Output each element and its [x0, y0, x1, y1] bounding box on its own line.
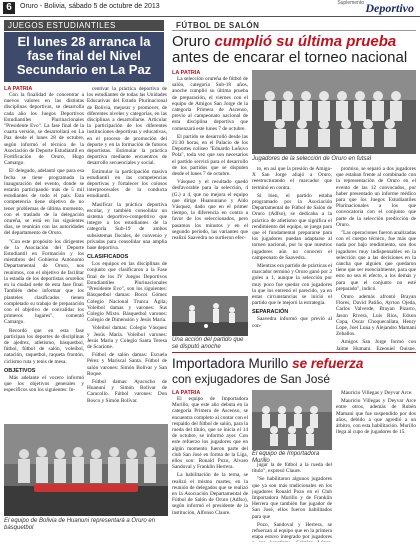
page-header — [0, 0, 420, 17]
paragraph: Mientras era partido de prácticas el marcador terminó y Oruro ganó por 2 goles a 1, aunque la selección por muy poco fue quedar con jugadores la que los entrenó el parecido, ya en estas circunstancias se inició el partido que le mejoró la estrategia. — [252, 263, 332, 307]
headline-part: antes de encarar el torneo nacional — [172, 49, 408, 66]
photo-importadora-team — [252, 390, 332, 450]
subhead-clasificados: CLASIFICADOS — [87, 254, 129, 261]
paragraph: centivar la práctica deportiva de los estudiantes de todas las Unidades Educativas del Estado Plurinacional de Bolivia, mejorar y promover, de diferentes niveles y categorías, en las disciplinas a desarrollarse. Articular la participación de los diferentes instituciones deportivas y educativas, en el proceso de promoción del deporte y en la formación de futuros deportistas. Estimular la práctica deportiva mediante encuentros de desarrollo secuenciales y social. — [87, 86, 167, 167]
paragraph: Oruro además afrontó Brayan Flores, David Patiño, Ayrton Ojeda, Carlos Valverde, Brayan Pizarro, Jason Rivera, Luis Ríos, Edson Copa, Oscar Choquecallata, Henry Lope, Joel Luna y Alejandro Mamani Zeballos. — [336, 294, 416, 338]
paragraph: Mauricio Villegas y Deyvar Arce. — [341, 390, 413, 396]
logo-deportivo: Deportivo — [365, 1, 414, 15]
headline-juegos: El lunes 28 arranca la fase final del Nivel Secundario en La Paz — [4, 32, 164, 82]
paragraph: El equipo de Importadora Murillo, que este año debuta en la categoría Primera de Ascenso, se encuentra completo al contar con el respaldo del fútbol de salón, para la rueda del título, que se inicia el 14 de octubre, se informó ayer. Con este refuerzo los jugadores que en algún momento fueron parte del club San José en forma de la Liga, ellos son: Ronald Pozo, Alvaro Sandoval y Franklin Herrera. — [172, 396, 248, 471]
photo-caption-match: Una acción del partido que se disputó anoche — [172, 337, 244, 350]
paragraph: Estimular la participación masiva estudiantil en las competencias deportivas y fortalecer los colosos interprocesales de la conducta estudiantil. — [87, 168, 167, 200]
dateline: Oruro - Bolivia, sábado 5 de octubre de 2013 — [20, 3, 160, 10]
headline-part: con exjugadores de San José — [172, 372, 331, 386]
paragraph: "Con este propósito los dirigentes de la Asociación del Deporte Estudiantil en Formación y los miembros del Gobierno Autónomo Departamental de Oruro, nos reunimos, con el objetivo de facilitar la estadía de los deportistas orureños en la ciudad sede de esta fase final. También debo informar que los planteles clasificados tienen completado su trabajo de preparación con el objetivo de convalidar los primeros lugares", comentó Camargo. — [4, 238, 84, 326]
headline-part: Importadora Murillo — [172, 356, 289, 371]
article-column-e — [252, 462, 332, 542]
subhead-objetivos: OBJETIVOS — [4, 367, 36, 374]
paragraph: jugar la de fútbol a la rueda del título", expresó Claure. — [252, 462, 332, 475]
paragraph: Los equipos en las disciplinas de conjunto que clasificaron a la Fase final de los IV Juegos Deportivos Estudiantiles Plurinacionales "Presidente Evo", son los siguientes: Básquetbol damas: Bocoi Gómez Colegio Nacional Trunca Ágila; Voleibol damas y varones: Sus Colegio Mixto. Básquetbol varones: Colegio de Dimensión y Jesús María. — [87, 261, 167, 324]
paragraph: Masificar la práctica deportiva escolar, y también consolidar un sistema deportivo-competitivo que integre a los estudiantes de la categoría Sub-19 de ambos subsistemas fiscales, de convenio y privadas para consolidar una amplia base deportiva. — [87, 201, 167, 252]
section-label-futbol-salon: FÚTBOL DE SALÓN — [172, 20, 416, 31]
kicker: LA PATRIA — [4, 86, 33, 92]
article-column-b — [252, 166, 332, 350]
article-column-d — [172, 390, 248, 540]
paragraph: promiso, se separó a dos jugadores que estaban frente al combinado con la representación de Oruro en el evento de las 12 convocados, por haber presentado un informe médico para que los Juegos Estudiantiles Plurinacionales a los que convocatoria con el conjunto que parte de la selección predicción de Oruro. — [336, 166, 416, 228]
logo-supplement: Suplemento — [337, 0, 364, 6]
paragraph: Con la finalidad de concentrar a nuevos valores en las distintas disciplinas deportivas, se desarrolla cada año los Juegos Deportivos Estudiantiles Plurinacionales "Presidente Evo". La fase final de la cuarta versión, se desarrollará en La Paz desde el lunes 28 de octubre, según informó el técnico de la Asociación de Deporte Estudiantil en Fortificación de Oruro, Hugo Camargo. — [4, 92, 84, 167]
paragraph: Vásquez y el resultado quedó desfavorable para la selección, 4 (G.) a 4, que no mejora el equipo que dirige Huanuniano y Aldo Vásquez, dado que en el primer tiempo, la diferencia en contra a favor de los seleccionados, pero pasamos los minutos y en el segundo periodo, las variantes que realizó Saavedra no surtieron efec- — [172, 179, 248, 242]
subhead-separacion: SEPARACIÓN — [252, 309, 289, 316]
article-column-2 — [87, 86, 167, 462]
page-number: 6 — [3, 2, 15, 14]
paragraph: to, en así que la presión de Amigo-X San Jorge aliajó a Oruro, reestructurando el marcador que terminó en contra. — [252, 166, 332, 191]
paragraph: Recordó que en esta fase participan los deportes de disciplinas de ajedrez, atletismo, básquetbol, fútbol, fútbol de salón, voleibol, natación, raquetbol, raqueta frontón, ciclismo ruta y tenis de mesa. — [4, 327, 84, 365]
photo-futsal-team — [252, 70, 416, 154]
paragraph: Amigos San Jorge formó con Jaime Humani, Ezequiel Quispe, — [336, 339, 416, 350]
photo-caption-importadora: El equipo de Importadora Murillo — [252, 451, 320, 464]
paragraph: Mauricio Villegas y Deyvar Arce entre otros, además de Rubén Mamani que fue suspendido por dos años, debido a que agredió a un árbitro, con esta habilitación. Murillo llega al cupo de jugadores de 15. — [336, 398, 416, 436]
paragraph: Pozo, Sandoval y Herrera, se refuerzan al equipo que en la primera etapa estuvo integrado por jugadores — [252, 521, 332, 541]
paragraph: Fútbol damas: Ayacucho de Huanuni y Simón Bolívar de Caracollo. Fútbol varones: Don Bosco y Simón Bolívar. — [87, 378, 167, 404]
photo-match-action — [172, 296, 248, 336]
kicker: LA PATRIA — [172, 70, 201, 76]
headline-importadora — [172, 356, 418, 387]
paragraph: Fútbol de salón damas: Escuela Pérez y Mariscal Santa. Fútbol de salón varones: Simón Bolívar y San Roque. — [87, 352, 167, 377]
kicker: LA PATRIA — [172, 390, 201, 396]
photo-caption-futsal: Jugadores de la selección de Oruro en futsal — [252, 156, 372, 162]
divider — [172, 352, 416, 353]
paragraph: "Se habilitaron algunos jugadores que ya son más tradicionales en los jugadores Ronald Pozo en el Club Importadora Murillo y de Franklin Herrera que también fue jugador de San José, ellos fueron habilitados para que — [252, 476, 332, 520]
article-column-a — [172, 70, 248, 294]
article-column-c — [336, 166, 416, 350]
paragraph: El delegado, adelantó que para esa fecha se tiene programada la inauguración del evento, donde se estarán participando más de 5 mil estudiantes de todo el país. Esta competencia tiene objetivo de no tener problemas de última momento, con el traslado de la delegación orureña, se está en los siguientes días, se reunirán con las autoridades del departamento de Oruro. — [4, 168, 84, 237]
article-column-f — [336, 390, 416, 542]
paragraph: La selección orureña de fútbol de salón, categoría Sub-18 años, anoche cumplió su última prueba de preparación, el viernes con el equipo de Amigos San Jorge de la categoría Primera de Ascenso, previo al campeonato nacional de esta disciplina deportiva que comenzará este lunes 7 de octubre. — [172, 76, 248, 132]
headline-highlight: cumplió su última prueba — [214, 33, 397, 50]
headline-highlight: se refuerza — [292, 356, 364, 371]
paragraph: Más adelante el vocero informó que los objetivos generales y específicos son los siguientes: In- — [4, 374, 84, 394]
paragraph: El partido se desarrolló desde las 21:30 horas, en el Palacio de los Deportes coliseo "Eduardo Luñuvo Pola", toda vez que son necesarios el partido servirá para el desarrollo de los partidos que se disputen desde el lunes 7 de octubre. — [172, 133, 248, 178]
paragraph: Si bien, el partido estaba programado por la Asociación Departamental de Fútbol de Salón de Oruro (Adfso), se dedicaba a la práctica de atletismo que significa el rendimiento del equipo, se juega para que el fundamental prepararse para los jugadores puedan adaptarse al torneo nacional, por lo que nuestros jugadores aún no conocen el campeonato de Saavedra. — [252, 192, 332, 261]
photo-basketball-team — [4, 424, 168, 516]
headline-part: Oruro — [172, 33, 211, 50]
paragraph: Voleibol damas: Colegio Vásquez y Jesús María. Voleibol varones: Jesús María y Colegio Santa Teresa de Scarione. — [87, 325, 167, 350]
paragraph: Saavedra informó que previó al con- — [252, 316, 332, 329]
photo-caption-basketball: El equipo de Bolivia de Huanuni representará a Oruro en básquetbol — [4, 518, 156, 531]
paragraph: "Las operaciones fueron analizadas con el cuerpo técnico, fue más que nada por bajo rendimiento, son dos jugadores muy indispensables en la selección que a las decisiones en la cancha que alguien que quedaron tiene que ser esencialmente, para que esto no sea el efecto, a los demás y para que el conjunto no esté preparado", indicó. — [336, 230, 416, 292]
headline-oruro — [172, 34, 418, 66]
paragraph: La habilitación de la terna, se realizó el mismo martes, en la reunión de delegados que se realizó en la Asociación Departamental de Fútbol de Salón de Oruro (Adfso), según informó el presidente de la institución, Alfonso Claure. — [172, 472, 248, 516]
article-column-1 — [4, 86, 84, 462]
section-label-juegos: JUEGOS ESTUDIANTILES — [4, 20, 164, 31]
